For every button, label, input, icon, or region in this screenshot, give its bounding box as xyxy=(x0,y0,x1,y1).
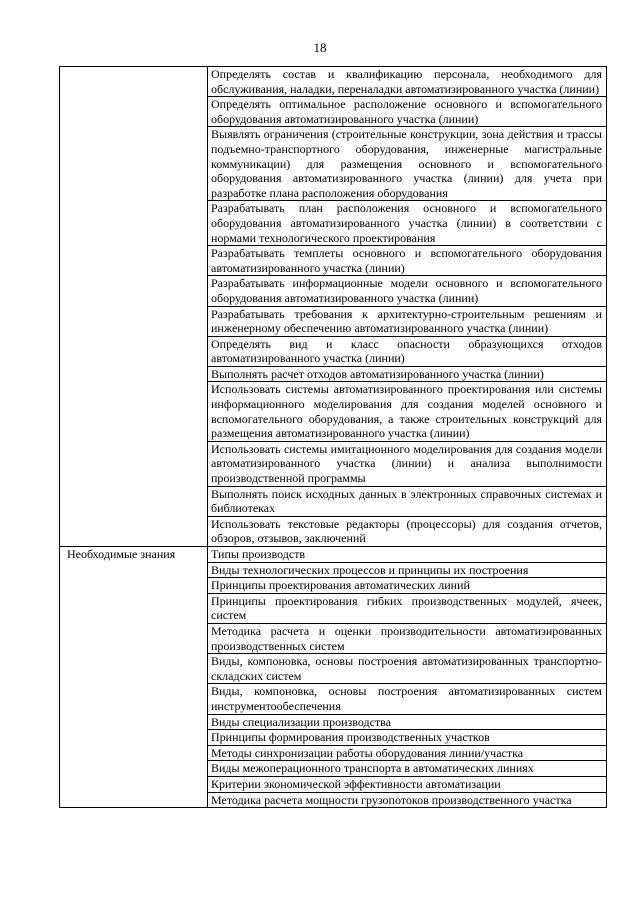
skill-item: Определять вид и класс опасности образующихся отходов автоматизированного участка (линии) xyxy=(208,336,607,366)
skill-item: Разрабатывать информационные модели основного и вспомогательного оборудования автоматизированного участка (линии) xyxy=(208,276,607,306)
knowledge-label-cell xyxy=(60,547,208,808)
table-row xyxy=(60,67,607,97)
skill-item: Выявлять ограничения (строительные конструкции, зона действия и трассы подъемно-транспортного оборудования, инженерные магистральные коммуникации) для размещения основного и вспомогательного оборудования автоматизированного участка (линии) для учета при разработке плана расположения оборудования xyxy=(208,127,607,201)
knowledge-item: Виды, компоновка, основы построения автоматизированных систем инструментообеспечения xyxy=(208,684,607,714)
knowledge-item: Принципы проектирования гибких производственных модулей, ячеек, систем xyxy=(208,593,607,623)
knowledge-item: Методика расчета и оценки производительности автоматизированных производственных систем xyxy=(208,623,607,653)
skill-item: Определять оптимальное расположение основного и вспомогательного оборудования автоматизированного участка (линии) xyxy=(208,97,607,127)
knowledge-item: Принципы формирования производственных участков xyxy=(208,730,607,746)
skill-item: Выполнять поиск исходных данных в электронных справочных системах и библиотеках xyxy=(208,486,607,516)
knowledge-item: Виды межоперационного транспорта в автоматических линиях xyxy=(208,761,607,777)
table-row xyxy=(60,547,607,563)
knowledge-item: Методика расчета мощности грузопотоков производственного участка xyxy=(208,792,607,808)
knowledge-item: Принципы проектирования автоматических линий xyxy=(208,578,607,594)
skill-item: Использовать системы автоматизированного проектирования или системы информационного моделирования для создания моделей основного и вспомогательного оборудования, а также строительных конструкций для размещения автоматизированного участка (линии) xyxy=(208,382,607,441)
knowledge-item: Виды, компоновка, основы построения автоматизированных транспортно-складских систем xyxy=(208,654,607,684)
skill-item: Разрабатывать план расположения основного и вспомогательного оборудования автоматизированного участка (линии) в соответствии с нормами технологического проектирования xyxy=(208,201,607,246)
knowledge-item: Критерии экономической эффективности автоматизации xyxy=(208,776,607,792)
knowledge-item: Виды технологических процессов и принципы их построения xyxy=(208,562,607,578)
knowledge-label: Необходимые знания xyxy=(67,547,176,561)
skill-item: Использовать системы имитационного моделирования для создания модели автоматизированного участка (линии) и анализа выполнимости производственной программы xyxy=(208,441,607,486)
skill-item: Выполнять расчет отходов автоматизированного участка (линии) xyxy=(208,366,607,382)
knowledge-item: Виды специализации производства xyxy=(208,714,607,730)
knowledge-item: Методы синхронизации работы оборудования линии/участка xyxy=(208,745,607,761)
competency-table xyxy=(59,66,607,808)
skill-item: Разрабатывать требования к архитектурно-строительным решениям и инженерному обеспечению автоматизированного участка (линии) xyxy=(208,306,607,336)
page-number: 18 xyxy=(313,40,327,55)
skill-item: Определять состав и квалификацию персонала, необходимого для обслуживания, наладки, переналадки автоматизированного участка (линии) xyxy=(208,67,607,97)
knowledge-item: Типы производств xyxy=(208,547,607,563)
skill-item: Использовать текстовые редакторы (процессоры) для создания отчетов, обзоров, отзывов, заключений xyxy=(208,516,607,546)
skill-item: Разрабатывать темплеты основного и вспомогательного оборудования автоматизированного участка (линии) xyxy=(208,246,607,276)
skills-label-cell xyxy=(60,67,208,547)
